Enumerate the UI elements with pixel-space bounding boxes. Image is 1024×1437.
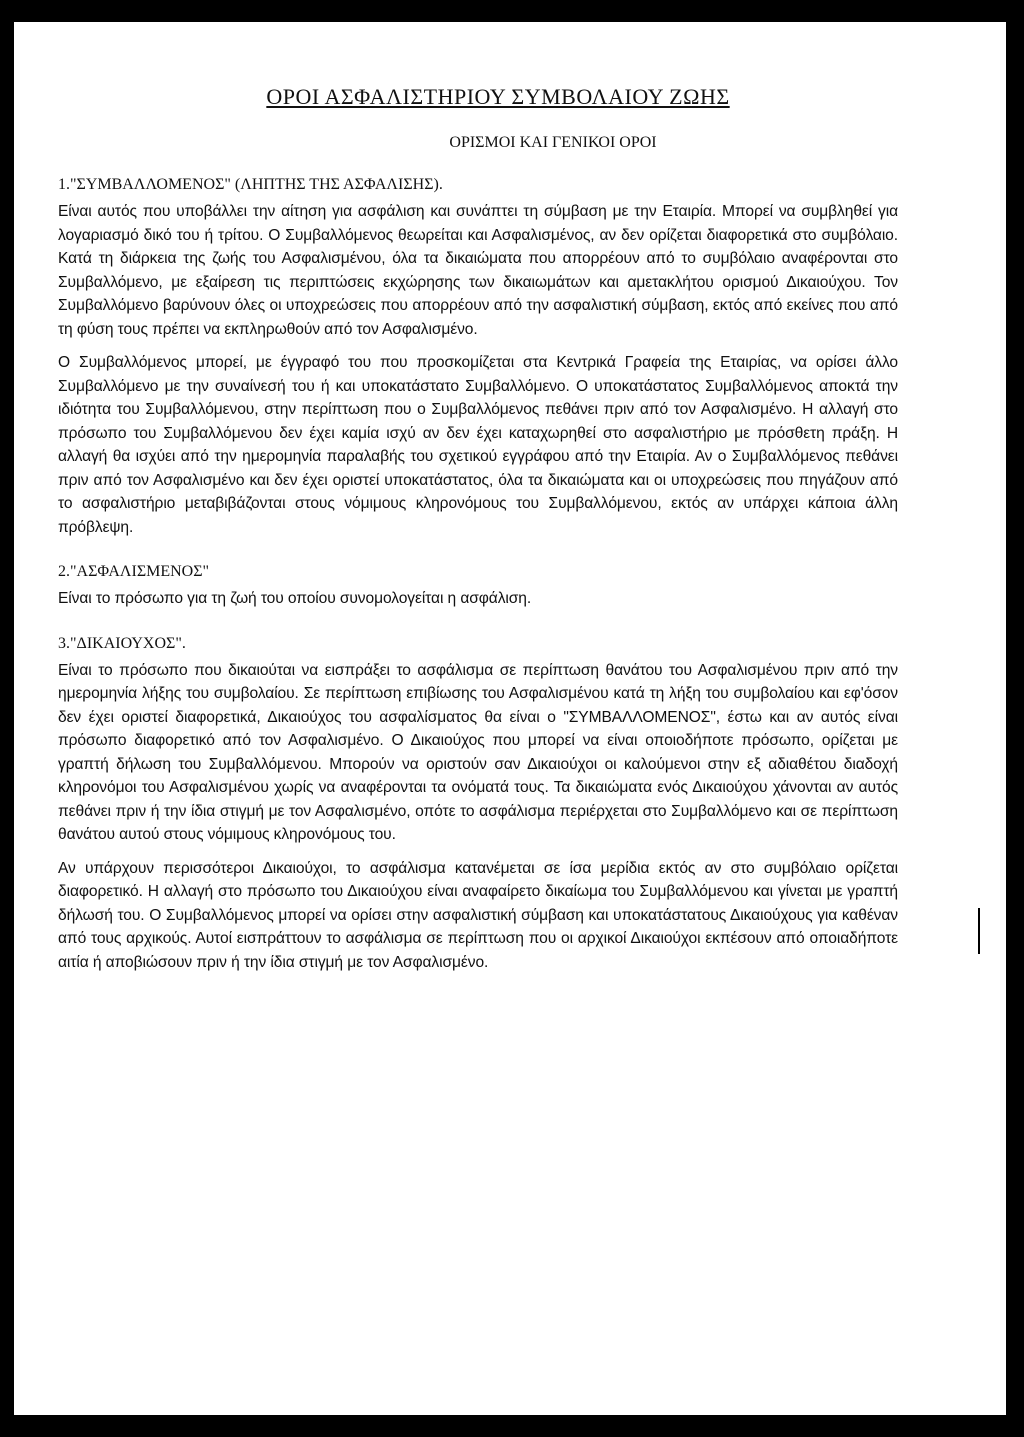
- section-paragraph: Είναι αυτός που υποβάλλει την αίτηση για ασφάλιση και συνάπτει τη σύμβαση με την Εταιρία. Μπορεί να συμβληθεί για λογαριασμό δικό του ή τρίτου. Ο Συμβαλλόμενος θεωρείται και Ασφαλισμένος, αν δεν ορίζεται διαφορετικά στο συμβόλαιο. Κατά τη διάρκεια της ζωής του Ασφαλισμένου, όλα τα δικαιώματα που απορρέουν από το συμβόλαιο αναφέρονται στο Συμβαλλόμενο, με εξαίρεση τις περιπτώσεις εκχώρησης των δικαιωμάτων και αμετακλήτου ορισμού Δικαιούχου. Τον Συμβαλλόμενο βαρύνουν όλες οι υποχρεώσεις που απορρέουν από την ασφαλιστική σύμβαση, εκτός από εκείνες που από τη φύση τους πρέπει να εκπληρωθούν από τον Ασφαλισμένο.: [58, 203, 898, 338]
- scan-border-top: [0, 0, 1024, 22]
- section-heading: 1."ΣΥΜΒΑΛΛΟΜΕΝΟΣ" (ΛΗΠΤΗΣ ΤΗΣ ΑΣΦΑΛΙΣΗΣ).: [58, 176, 443, 193]
- document-title: ΟΡΟΙ ΑΣΦΑΛΙΣΤΗΡΙΟΥ ΣΥΜΒΟΛΑΙΟΥ ΖΩΗΣ: [266, 84, 730, 109]
- section-heading: 3."ΔΙΚΑΙΟΥΧΟΣ".: [58, 634, 186, 652]
- margin-mark: [978, 908, 980, 954]
- section-paragraph: Είναι το πρόσωπο που δικαιούται να εισπράξει το ασφάλισμα σε περίπτωση θανάτου του Ασφαλισμένου πριν από την ημερομηνία λήξης του συμβολαίου. Σε περίπτωση επιβίωσης του Ασφαλισμένου κατά τη λήξη του συμβολαίου και εφ'όσον δεν έχει οριστεί διαφορετικά, Δικαιούχος του ασφαλίσματος θα είναι ο "ΣΥΜΒΑΛΛΟΜΕΝΟΣ", έστω και αν αυτός είναι πρόσωπο διαφορετικό από τον Ασφαλισμένο. Ο Δικαιούχος που μπορεί να είναι οποιοδήποτε πρόσωπο, ορίζεται με γραπτή δήλωση του Συμβαλλόμενου. Μπορούν να οριστούν σαν Δικαιούχοι οι καλούμενοι στην εξ αδιαθέτου διαδοχή κληρονόμοι του Ασφαλισμένου χωρίς να αναφέρονται τα ονόματά τους. Τα δικαιώματα ενός Δικαιούχου χάνονται αν αυτός πεθάνει πριν ή την ίδια στιγμή με τον Ασφαλισμένο, οπότε το ασφάλισμα περιέρχεται στο Συμβαλλόμενο και σε περίπτωση θανάτου αυτού στους νόμιμους κληρονόμους του.: [58, 661, 898, 843]
- scan-border-right: [1006, 0, 1024, 1437]
- section-paragraph: Αν υπάρχουν περισσότεροι Δικαιούχοι, το ασφάλισμα κατανέμεται σε ίσα μερίδια εκτός αν στο συμβόλαιο ορίζεται διαφορετικό. Η αλλαγή στο πρόσωπο του Δικαιούχου είναι αναφαίρετο δικαίωμα του Συμβαλλόμενου και γίνεται με γραπτή δήλωσή του. Ο Συμβαλλόμενος μπορεί να ορίσει στην ασφαλιστική σύμβαση και υποκατάστατους Δικαιούχους για καθέναν από τους αρχικούς. Αυτοί εισπράττουν το ασφάλισμα σε περίπτωση που οι αρχικοί Δικαιούχοι εκπέσουν από οποιαδήποτε αιτία ή αποβιώσουν πριν ή την ίδια στιγμή με τον Ασφαλισμένο.: [58, 859, 898, 971]
- section-beneficiary: [58, 635, 898, 975]
- section-paragraph: Είναι το πρόσωπο για τη ζωή του οποίου συνομολογείται η ασφάλιση.: [58, 590, 532, 607]
- section-paragraph: Ο Συμβαλλόμενος μπορεί, με έγγραφό του που προσκομίζεται στα Κεντρικά Γραφεία της Εταιρίας, να ορίσει άλλο Συμβαλλόμενο με την συναίνεσή του ή και υποκατάστατο Συμβαλλόμενο. Ο υποκατάστατος Συμβαλλόμενος αποκτά την ιδιότητα του Συμβαλλόμενου, στην περίπτωση που ο Συμβαλλόμενος πεθάνει πριν από τον Ασφαλισμένο. Η αλλαγή στο πρόσωπο του Συμβαλλόμενου δεν έχει καμία ισχύ αν δεν έχει καταχωρηθεί στο ασφαλιστήριο με πρόσθετη πράξη. Η αλλαγή θα ισχύει από την ημερομηνία παραλαβής του σχετικού εγγράφου από την Εταιρία. Αν ο Συμβαλλόμενος πεθάνει πριν από τον Ασφαλισμένο και δεν έχει οριστεί υποκατάστατος, όλα τα δικαιώματα και οι υποχρεώσεις που πηγάζουν από το ασφαλιστήριο μεταβιβάζονται στους νόμιμους κληρονόμους του Συμβαλλόμενου, εκτός αν υπάρχει κάποια άλλη πρόβλεψη.: [58, 354, 898, 536]
- section-heading: 2."ΑΣΦΑΛΙΣΜΕΝΟΣ": [58, 563, 210, 580]
- section-insured: [58, 563, 898, 611]
- document-subtitle: ΟΡΙΣΜΟΙ ΚΑΙ ΓΕΝΙΚΟΙ ΟΡΟΙ: [449, 134, 657, 151]
- scan-border-bottom: [0, 1415, 1024, 1437]
- section-contracting-party: [58, 176, 898, 539]
- scan-border-left: [0, 0, 14, 1437]
- document-body: [58, 84, 898, 984]
